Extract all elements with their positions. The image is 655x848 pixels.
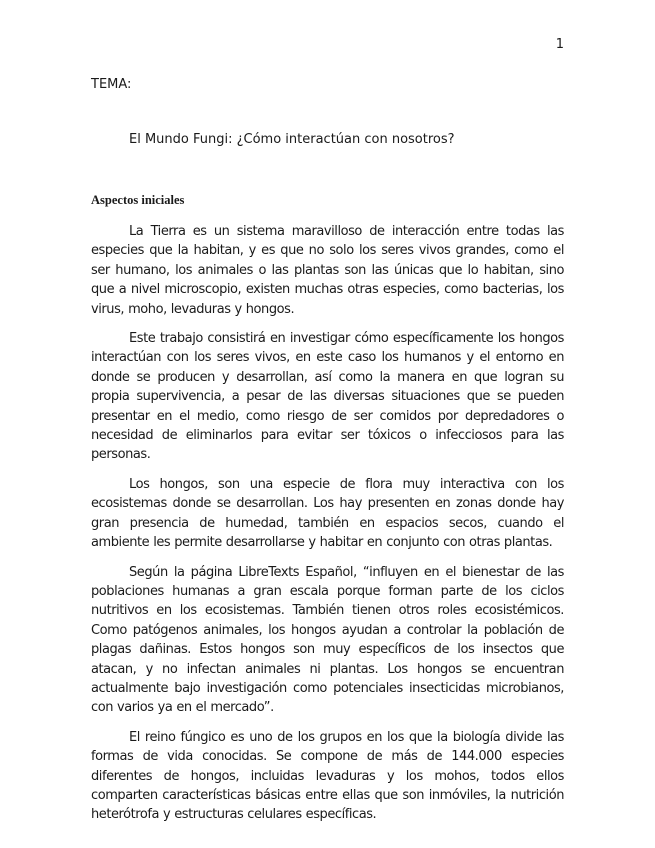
- paragraph-2: Este trabajo consistirá en investigar cómo específicamente los hongos interactúan con los seres vivos, en este caso los humanos y el entorno en donde se producen y desarrollan, así como la manera en que logran su propia supervivencia, a pesar de las diversas situaciones que se pueden presentar en el medio, como riesgo de ser comidos por depredadores o necesidad de eliminarlos para evitar ser tóxicos o infecciosos para las personas.: [91, 331, 564, 463]
- paragraph-3: Los hongos, son una especie de flora muy interactiva con los ecosistemas donde se desarrollan. Los hay presenten en zonas donde hay gran presencia de humedad, también en espacios secos, cuando el ambiente les permite desarrollarse y habitar en conjunto con otras plantas.: [91, 476, 564, 551]
- tema-label: TEMA:: [91, 77, 132, 92]
- paragraph-4: Según la página LibreTexts Español, “influyen en el bienestar de las poblaciones humanas a gran escala porque forman parte de los ciclos nutritivos en los ecosistemas. También tienen otros roles ecosistémicos. Como patógenos animales, los hongos ayudan a controlar la población de plagas dañinas. Estos hongos son muy específicos de los insectos que atacan, y no infectan animales ni plantas. Los hongos se encuentran actualmente bajo investigación como potenciales insecticidas microbianos, con varios ya en el mercado”.: [91, 564, 564, 716]
- page-number: 1: [555, 37, 564, 52]
- body-text: [91, 222, 564, 835]
- paragraph-5: El reino fúngico es uno de los grupos en los que la biología divide las formas de vida conocidas. Se compone de más de 144.000 especies diferentes de hongos, incluidas levaduras y los mohos, todos ellos comparten características básicas entre ellas que son inmóviles, la nutrición heterótrofa y estructuras celulares específicas.: [91, 729, 564, 823]
- paragraph-1: La Tierra es un sistema maravilloso de interacción entre todas las especies que la habitan, y es que no solo los seres vivos grandes, como el ser humano, los animales o las plantas son las únicas que lo habitan, sino que a nivel microscopio, existen muchas otras especies, como bacterias, los virus, moho, levaduras y hongos.: [91, 224, 564, 317]
- document-title: El Mundo Fungi: ¿Cómo interactúan con nosotros?: [129, 132, 455, 147]
- section-heading: Aspectos iniciales: [91, 193, 185, 207]
